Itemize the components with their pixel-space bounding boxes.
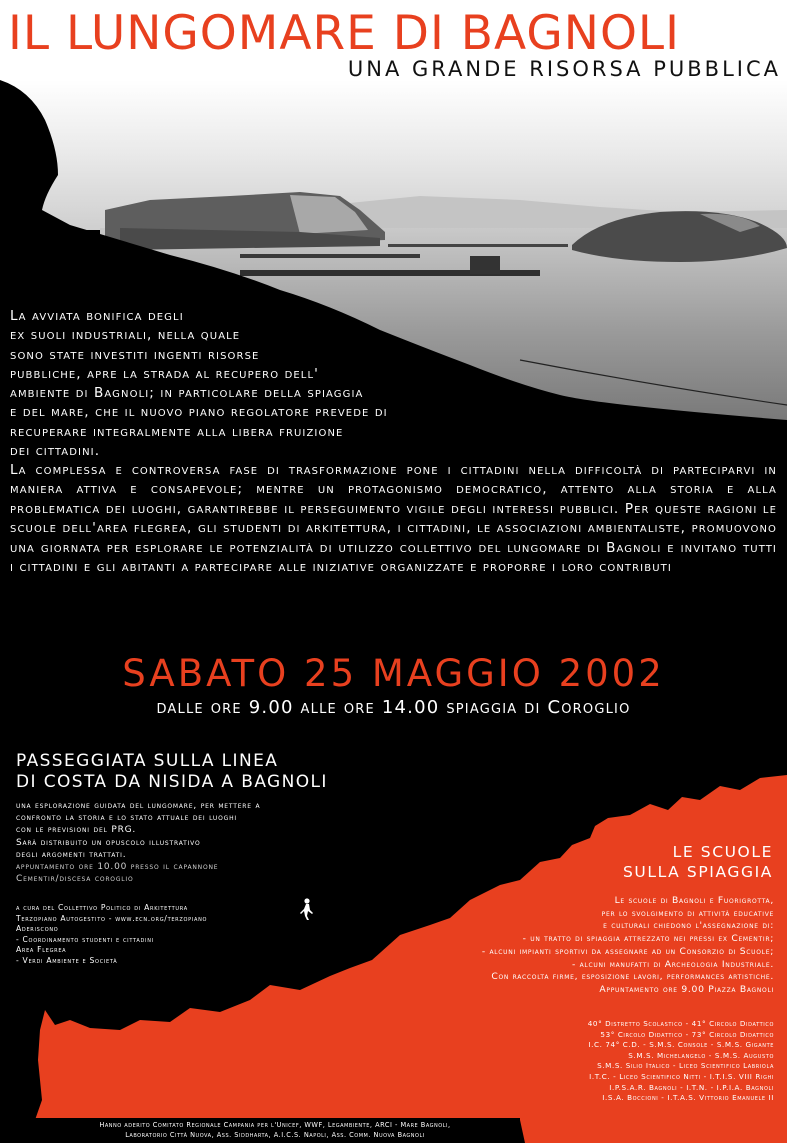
intro-line: La avviata bonifica degli <box>10 308 184 324</box>
footer-supporters <box>30 1121 520 1141</box>
walk-desc-line: una esplorazione guidata del lungomare, per mettere a <box>16 801 261 811</box>
schools-title-line: LE SCUOLE <box>672 843 773 861</box>
walk-appointment-line: Cementir/discesa coroglio <box>16 874 134 885</box>
intro-line: dei cittadini. <box>10 443 101 460</box>
schools-desc-line: - alcuni manufatti di Archeologia Industriale. <box>571 958 774 970</box>
walk-desc-line: confronto la storia e lo stato attuale dei luoghi <box>16 813 237 824</box>
intro-line: sono state investiti ingenti risorse <box>10 346 260 363</box>
intro-line: pubbliche, apre la strada al recupero dell' <box>10 365 319 382</box>
credit-line: Terzopiano Autogestito - www.ecn.org/terzopiano <box>16 913 208 923</box>
walk-title <box>16 751 328 793</box>
footer-line: Hanno aderito Comitato Regionale Campania per l'Unicef, WWF, Legambiente, ARCI - Mare Bagnoli, <box>99 1121 451 1129</box>
schools-desc-line: - un tratto di spiaggia attrezzato nei pressi ex Cementir; <box>522 933 774 945</box>
schools-desc-line: - alcuni impianti sportivi da assegnare ad un Consorzio di Scuole; <box>481 945 774 957</box>
schools-desc-line: per lo svolgimento di attività educative <box>601 907 774 919</box>
credit-line: Area Flegrea <box>16 945 67 955</box>
walk-desc-line: Sarà distribuito un opuscolo illustrativo <box>16 837 201 848</box>
credit-line: a cura del Collettivo Politico di Arkitettura <box>16 903 188 912</box>
footer-line: Laboratorio Città Nuova, Ass. Siddharta, A.I.C.S. Napoli, Ass. Comm. Nuova Bagnoli <box>125 1130 425 1139</box>
walk-desc-line: con le previsioni del PRG. <box>16 825 137 836</box>
schools-desc-line: Le scuole di Bagnoli e Fuorigrotta, <box>614 895 774 906</box>
walk-description <box>16 800 396 885</box>
event-time-place: dalle ore 9.00 alle ore 14.00 spiaggia di Coroglio <box>156 697 631 718</box>
intro-line: ex suoli industriali, nella quale <box>10 327 241 344</box>
school-line: S.M.S. Silio Italico - Liceo Scientifico Labriola <box>597 1061 774 1071</box>
school-line: I.P.S.A.R. Bagnoli - I.T.N. - I.P.I.A. Bagnoli <box>609 1082 774 1092</box>
credit-line: - Verdi Ambiente e Società <box>16 955 118 965</box>
schools-title-line: SULLA SPIAGGIA <box>622 863 773 881</box>
school-line: 40° Distretto Scolastico - 41° Circolo Didattico <box>587 1019 774 1028</box>
poster-title: IL LUNGOMARE DI BAGNOLI <box>8 6 680 61</box>
walk-title-line: DI COSTA DA NISIDA A BAGNOLI <box>16 772 328 792</box>
event-date: SABATO 25 MAGGIO 2002 <box>122 652 665 695</box>
intro-line: recuperare integralmente alla libera fruizione <box>10 423 344 440</box>
intro-line: ambiente di Bagnoli; in particolare della spiaggia <box>10 385 364 402</box>
school-line: I.C. 74° C.D. - S.M.S. Console - S.M.S. Gigante <box>588 1040 774 1050</box>
poster-subtitle: UNA GRANDE RISORSA PUBBLICA <box>347 57 781 81</box>
schools-title <box>623 842 773 882</box>
walk-desc-line: degli argomenti trattati. <box>16 849 127 860</box>
schools-description <box>482 895 774 997</box>
credit-line: Aderiscono <box>16 924 59 934</box>
school-line: I.S.A. Boccioni - I.T.A.S. Vittorio Emanuele II <box>602 1093 774 1103</box>
school-line: I.T.C. - Liceo Scientifico Nitti - I.T.I.S. VIII Righi <box>589 1071 774 1081</box>
schools-list <box>588 1019 774 1104</box>
school-line: 53° Circolo Didattico - 73° Circolo Didattico <box>600 1029 774 1039</box>
walk-appointment-line: appuntamento ore 10.00 presso il capannone <box>16 862 219 873</box>
walk-title-line: PASSEGGIATA SULLA LINEA <box>16 751 279 771</box>
walking-figure-icon <box>297 897 317 921</box>
schools-desc-line: e culturali chiedono l'assegnazione di: <box>603 920 774 932</box>
walk-credits <box>16 903 336 967</box>
schools-desc-line: Appuntamento ore 9.00 Piazza Bagnoli <box>599 983 774 995</box>
intro-paragraph: La complessa e controversa fase di trasformazione pone i cittadini nella difficoltà di parteciparvi in maniera attiva e consapevole; mentre un protagonismo democratico, attento alla storia e alla problematica dei luoghi, garantirebbe il perseguimento vigile degli interessi pubblici. Per queste ragioni le scuole dell'area flegrea, gli studenti di arkitettura, i cittadini, le associazioni ambientaliste, promuovono una giornata per esplorare le potenzialità di utilizzo collettivo del lungomare di Bagnoli e invitano tutti i cittadini e gli abitanti a partecipare alle iniziative organizzate e proporre i loro contributi <box>10 462 777 576</box>
school-line: S.M.S. Michelangelo - S.M.S. Augusto <box>628 1050 774 1060</box>
schools-desc-line: Con raccolta firme, esposizione lavori, performances artistiche. <box>491 971 774 983</box>
credit-line: - Coordinamento studenti e cittadini <box>16 934 154 944</box>
intro-line: e del mare, che il nuovo piano regolatore prevede di <box>10 404 388 421</box>
